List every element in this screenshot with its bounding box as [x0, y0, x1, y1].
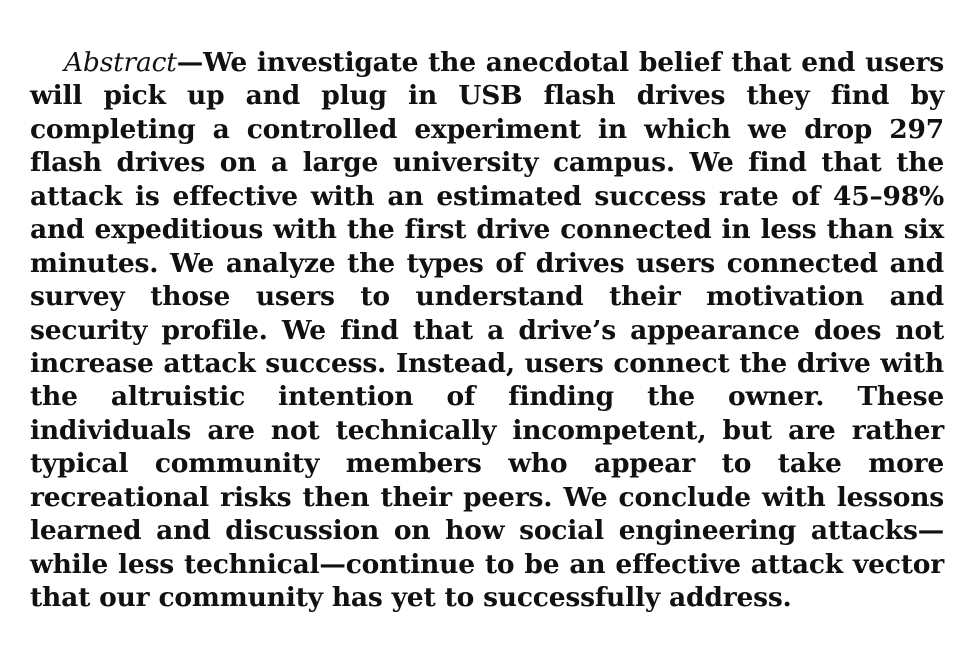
abstract-label: Abstract — [64, 47, 177, 78]
abstract-paragraph — [30, 46, 944, 614]
abstract-dash: — — [176, 47, 204, 78]
abstract-body-text: We investigate the anecdotal belief that end users will pick up and plug in USB flash drives they find by completing a controlled experiment in which we drop 297 flash drives on a large university campus. We find that the attack is effective with an estimated success rate of 45–98% and expeditious with the first drive connected in less than six minutes. We analyze the types of drives users connected and survey those users to understand their motivation and security profile. We find that a drive’s appearance does not increase attack success. Instead, users connect the drive with the altruistic intention of finding the owner. These individuals are not technically incompetent, but are rather typical community members who appear to take more recreational risks then their peers. We conclude with lessons learned and discussion on how social engineering attacks—while less technical—continue to be an effective attack vector that our community has yet to successfully address. — [30, 47, 944, 613]
